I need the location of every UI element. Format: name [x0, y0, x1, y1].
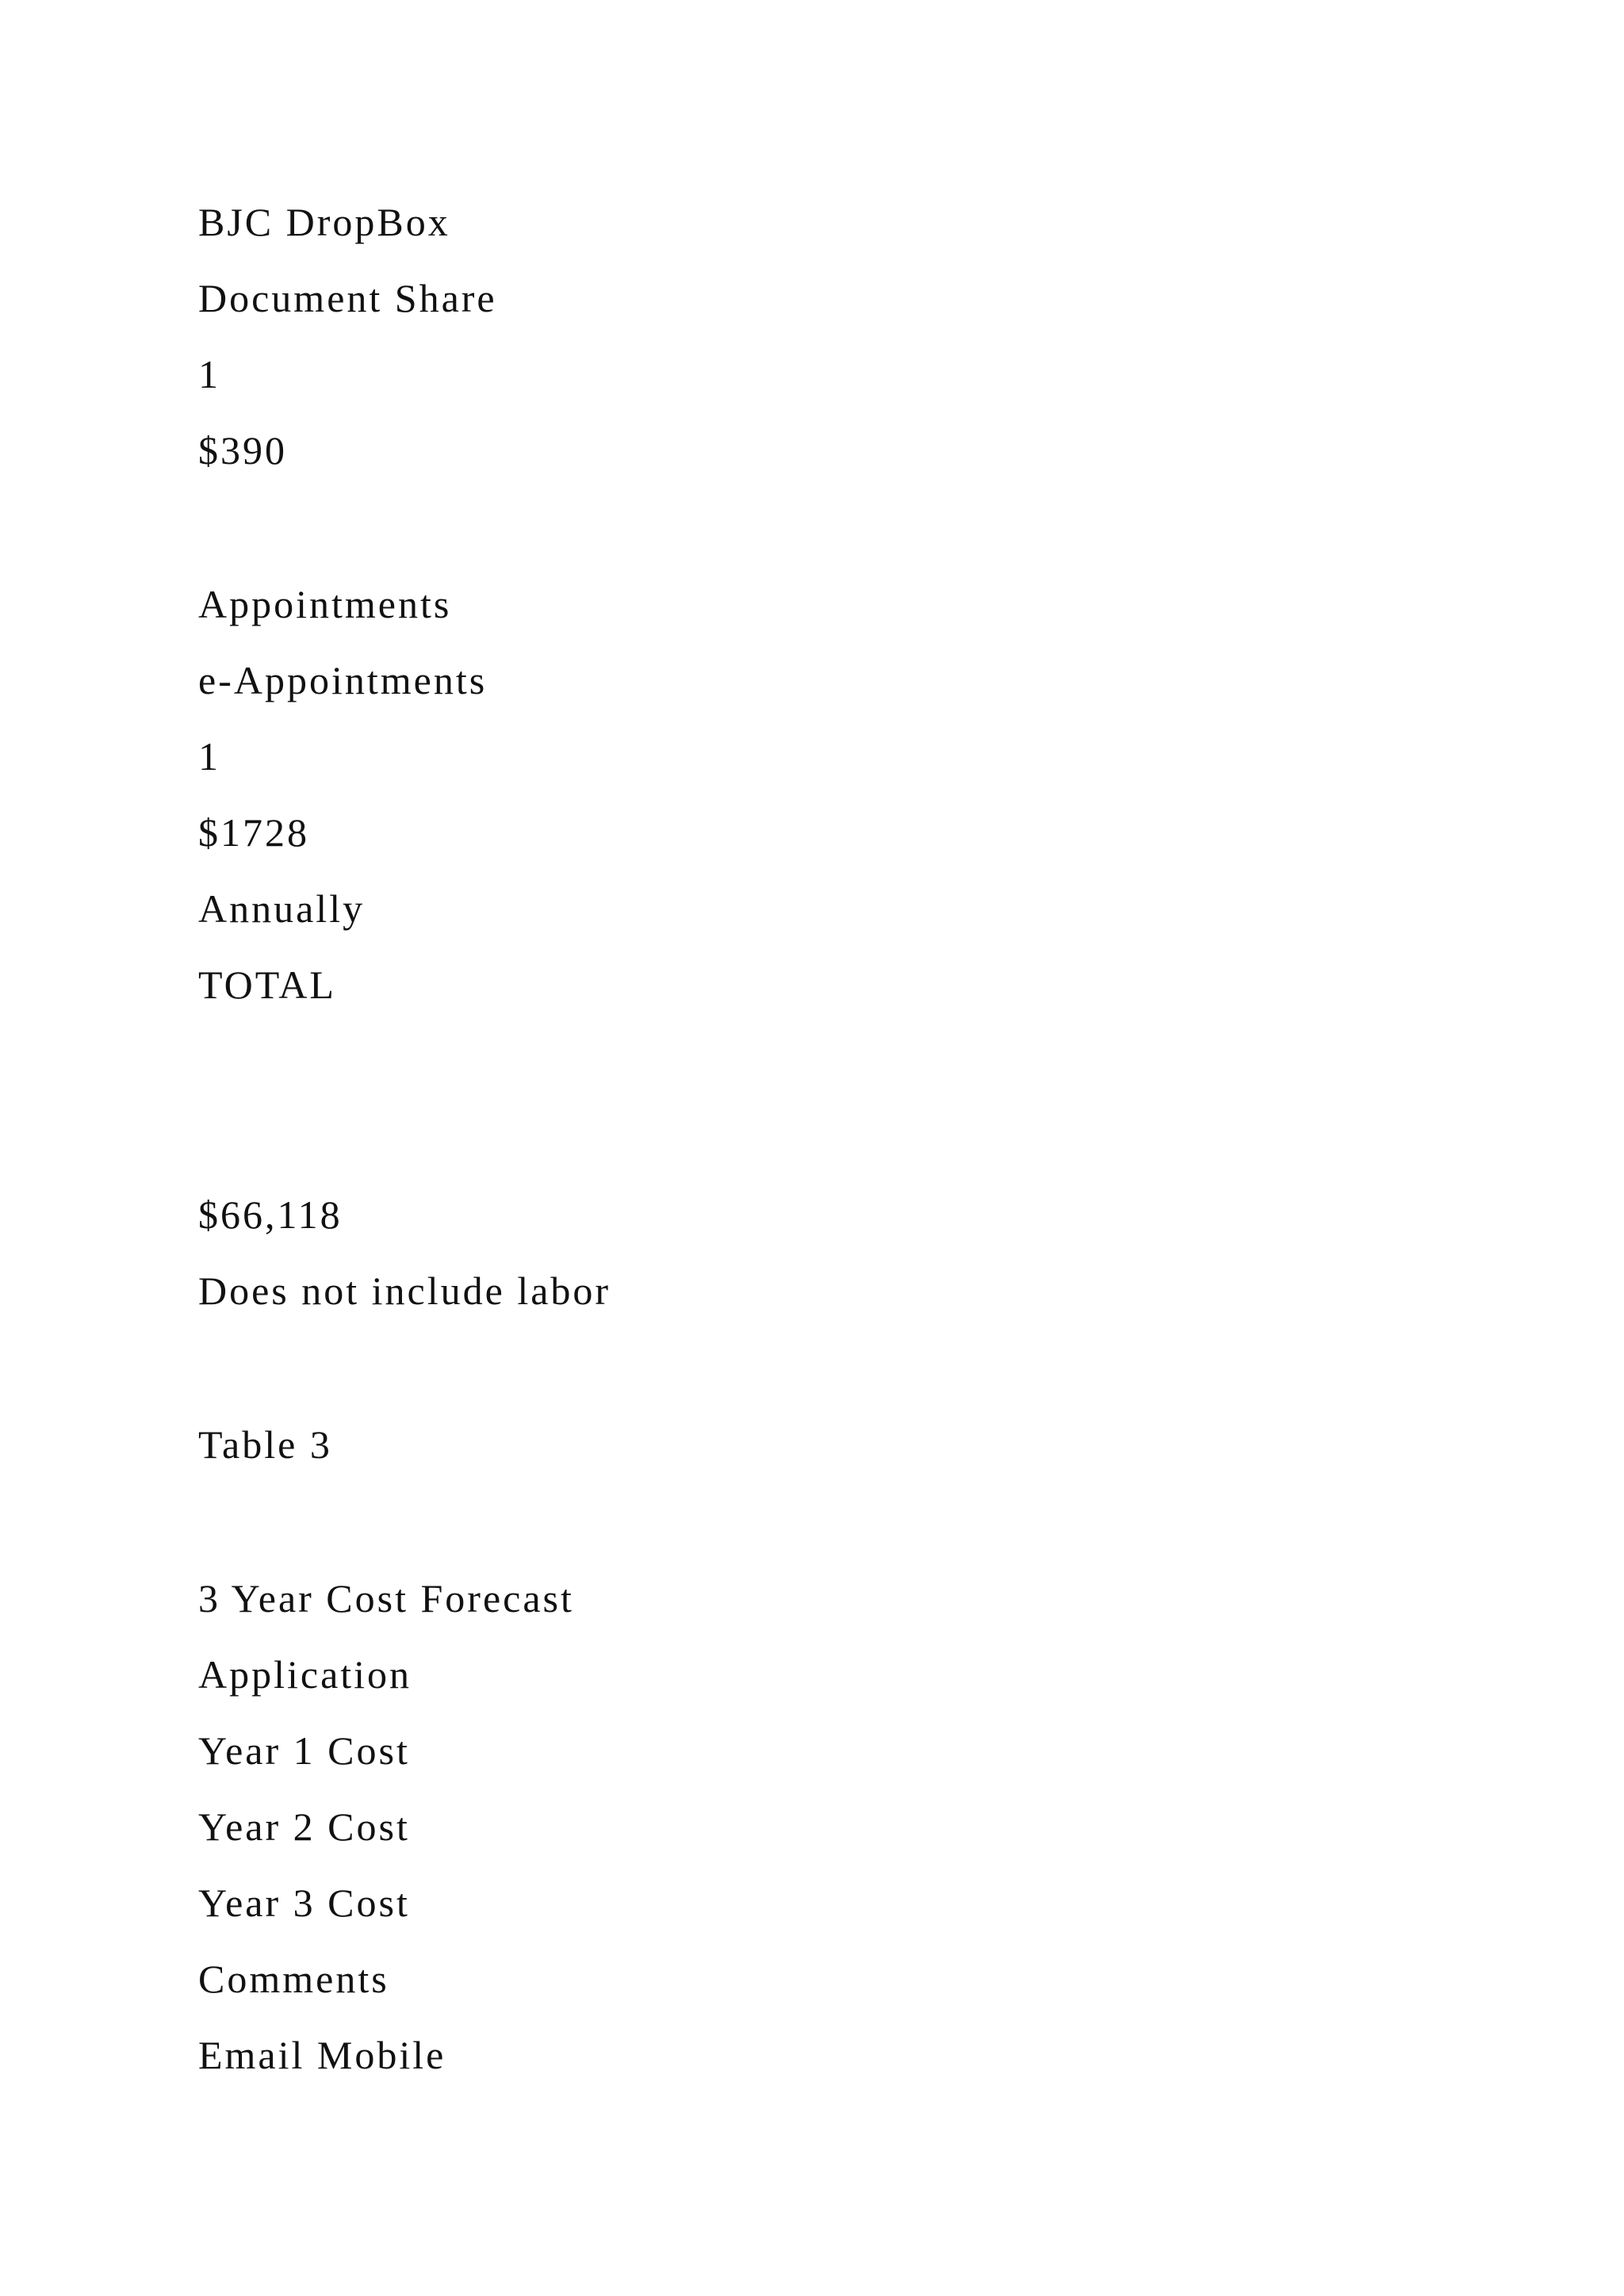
text-line-annually: Annually [198, 886, 366, 931]
text-line-document-share: Document Share [198, 276, 497, 320]
text-line-year-3-cost: Year 3 Cost [198, 1881, 410, 1925]
text-line-table-3: Table 3 [198, 1422, 332, 1467]
text-line-e-appointments: e-Appointments [198, 658, 488, 702]
text-line-labor-note: Does not include labor [198, 1269, 611, 1313]
text-line-forecast-title: 3 Year Cost Forecast [198, 1576, 574, 1621]
text-line-year-2-cost: Year 2 Cost [198, 1804, 410, 1849]
text-line-year-1-cost: Year 1 Cost [198, 1728, 410, 1773]
text-line-total: TOTAL [198, 962, 336, 1007]
text-line-comments: Comments [198, 1957, 389, 2001]
text-line-quantity-1: 1 [198, 352, 220, 396]
text-line-total-amount: $66,118 [198, 1192, 343, 1237]
text-line-price-1728: $1728 [198, 810, 309, 855]
text-line-bjc-dropbox: BJC DropBox [198, 200, 450, 244]
text-line-application: Application [198, 1652, 412, 1697]
text-line-email-mobile: Email Mobile [198, 2033, 446, 2077]
text-line-quantity-1b: 1 [198, 734, 220, 779]
text-line-appointments: Appointments [198, 582, 452, 626]
text-line-price-390: $390 [198, 428, 287, 473]
